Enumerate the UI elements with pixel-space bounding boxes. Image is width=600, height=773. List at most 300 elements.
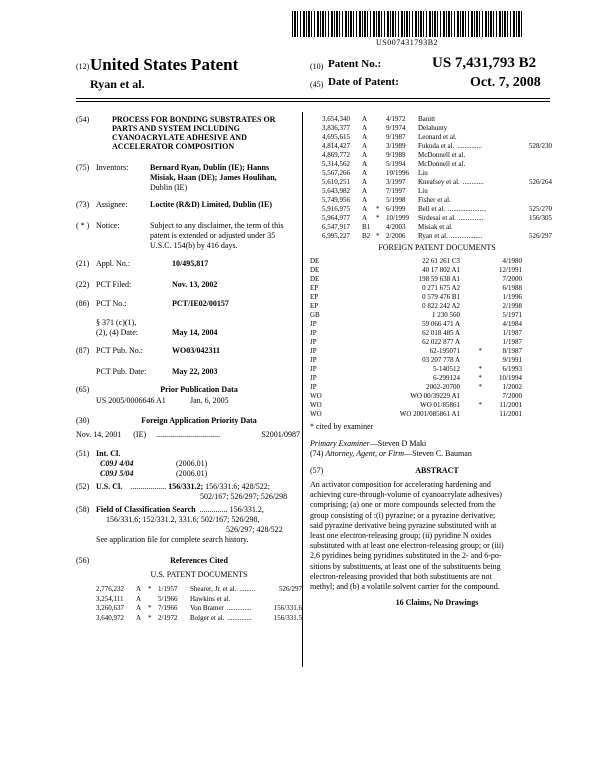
- foreign-ref-row: [310, 320, 550, 329]
- patent-no-label: Patent No.:: [328, 58, 382, 70]
- foreign-refs-table: [310, 257, 550, 419]
- reference-row: [322, 232, 552, 241]
- foreign-star: [460, 266, 482, 275]
- foreign-date: 11/2001: [499, 401, 522, 409]
- ref-number: 4,814,427: [322, 142, 350, 150]
- inventors-list: [150, 163, 300, 193]
- reference-row: [322, 142, 552, 151]
- reference-row: [322, 196, 552, 205]
- foreign-country: JP: [310, 356, 317, 364]
- ref-date: 5/1994: [386, 160, 406, 168]
- ref-kind: A: [136, 585, 142, 593]
- ref-name: Liu: [418, 169, 428, 177]
- ref-date: 5/1966: [158, 594, 178, 603]
- ref-star: [376, 133, 386, 142]
- foreign-date: 5/1971: [502, 311, 522, 319]
- ref-number: 3,654,340: [322, 115, 350, 123]
- foreign-star: [460, 392, 482, 401]
- ref-name: Hawkins et al.: [190, 594, 231, 603]
- field-search-code: (58): [76, 505, 90, 514]
- abstract-heading: ABSTRACT: [415, 466, 459, 475]
- abstract-line: An activator composition for accelerating hardening and: [310, 480, 491, 489]
- ref-date: 1/1957: [158, 585, 178, 593]
- foreign-date: 9/1991: [502, 356, 522, 364]
- foreign-ref-row: [310, 365, 550, 374]
- column-divider: [302, 112, 303, 667]
- foreign-number: 5-140512: [433, 365, 460, 373]
- ref-date: 5/1998: [386, 196, 406, 204]
- foreign-ref-row: [310, 275, 550, 284]
- foreign-country: JP: [310, 365, 317, 373]
- attorney-label: Attorney, Agent, or Firm: [325, 449, 405, 458]
- reference-row: [322, 214, 552, 223]
- ref-star: [376, 115, 386, 124]
- ref-number: 5,567,266: [322, 169, 350, 177]
- inventors-code: (75): [76, 163, 90, 172]
- ref-date: 9/1989: [386, 151, 406, 159]
- prior-pub-code: (65): [76, 385, 90, 394]
- reference-row: [96, 585, 302, 595]
- attorney: [310, 449, 472, 459]
- pct-filed-code: (22): [76, 280, 90, 289]
- foreign-date: 1/1987: [502, 338, 522, 346]
- ref-dots: [456, 223, 552, 232]
- reference-row: [322, 115, 552, 124]
- foreign-number: 62 022 877 A: [422, 338, 460, 346]
- pct-pub-no-label: PCT Pub. No.:: [96, 346, 143, 355]
- reference-row: [322, 205, 552, 214]
- ref-name: Bolger et al.: [190, 613, 225, 622]
- foreign-country: JP: [310, 383, 317, 391]
- primary-examiner-label: Primary Examiner: [310, 439, 370, 448]
- int-cl-version: (2006.01): [176, 469, 208, 478]
- foreign-country: JP: [310, 347, 317, 355]
- ref-number: 5,916,975: [322, 205, 350, 213]
- int-cl-version: (2006.01): [176, 459, 208, 468]
- date-label: Date of Patent:: [328, 76, 399, 88]
- foreign-star: [460, 293, 482, 302]
- appl-no-label: Appl. No.:: [96, 259, 130, 268]
- barcode-image: [292, 11, 522, 37]
- foreign-priority-heading: Foreign Application Priority Data: [141, 416, 257, 425]
- foreign-number: WO 00/39229 A1: [410, 392, 460, 400]
- assignee-label: Assignee:: [96, 200, 128, 209]
- inventors-label: Inventors:: [96, 163, 129, 172]
- prior-pub-date: Jan. 6, 2005: [190, 396, 229, 405]
- title-code: (54): [76, 115, 90, 124]
- patent-no-value: US 7,431,793 B2: [432, 55, 537, 71]
- ref-star: [376, 124, 386, 133]
- inventors-line: Dublin (IE): [150, 183, 188, 192]
- foreign-country: JP: [310, 338, 317, 346]
- ref-star: [376, 187, 386, 196]
- appl-no-value: 10/495,817: [172, 259, 209, 268]
- ref-class: 526/264: [529, 178, 552, 186]
- ref-kind: A: [362, 124, 368, 132]
- ref-kind: A: [362, 196, 368, 204]
- ref-number: 3,836,377: [322, 124, 350, 132]
- pct-no-code: (86): [76, 299, 90, 308]
- reference-row: [96, 604, 302, 614]
- foreign-star: *: [478, 365, 482, 373]
- ref-number: 6,547,917: [322, 223, 350, 231]
- us-cl-secondary: 156/331.6; 428/522;: [205, 482, 271, 491]
- foreign-country: DE: [310, 275, 320, 283]
- ref-number: 4,869,772: [322, 151, 350, 159]
- foreign-country: DE: [310, 266, 320, 274]
- foreign-docs-heading: FOREIGN PATENT DOCUMENTS: [378, 243, 496, 252]
- foreign-country: WO: [310, 401, 322, 409]
- foreign-priority-code: (30): [76, 416, 90, 425]
- foreign-number: 0 822 242 A2: [422, 302, 460, 310]
- reference-row: [322, 187, 552, 196]
- abstract-line: group consisting of :(i) pyrazine; or a pyrazine derivative;: [310, 510, 496, 520]
- foreign-star: [460, 302, 482, 311]
- foreign-country: EP: [310, 293, 319, 301]
- foreign-ref-row: [310, 347, 550, 356]
- title-line: PROCESS FOR BONDING SUBSTRATES OR: [112, 115, 276, 124]
- foreign-number: 198 59 638 A1: [418, 275, 460, 283]
- foreign-number: 40 17 802 A1: [422, 266, 460, 274]
- foreign-number: 1 230 560: [432, 311, 460, 319]
- ref-number: 5,314,562: [322, 160, 350, 168]
- ref-name: McDonnell et al.: [418, 151, 466, 159]
- foreign-priority-number: S2001/0987: [261, 430, 300, 439]
- ref-dots: .........: [239, 585, 256, 593]
- foreign-number: 6-299124: [433, 374, 460, 382]
- foreign-ref-row: [310, 311, 550, 320]
- foreign-ref-row: [310, 293, 550, 302]
- ref-name: Delahunty: [418, 124, 448, 132]
- ref-name: Bell et al.: [418, 205, 446, 213]
- foreign-priority-row: [76, 430, 300, 440]
- ref-star: *: [376, 232, 380, 240]
- foreign-country: GB: [310, 311, 320, 319]
- inventors-line: Bernard Ryan, Dublin (IE); Hanns: [150, 163, 270, 172]
- ref-kind: A: [362, 169, 368, 177]
- us-docs-heading: U.S. PATENT DOCUMENTS: [150, 570, 248, 579]
- foreign-date: 1/2002: [502, 383, 522, 391]
- foreign-ref-row: [310, 356, 550, 365]
- ref-name: Shearer, Jr. et al.: [190, 585, 237, 593]
- foreign-date: 11/2001: [499, 410, 522, 418]
- foreign-star: [460, 275, 482, 284]
- ref-star: *: [376, 214, 380, 222]
- foreign-priority-date: Nov. 14, 2001: [76, 430, 122, 439]
- int-cl-class: C09J 5/04: [100, 469, 134, 478]
- ref-dots: [460, 133, 552, 142]
- ref-date: 10/1996: [386, 169, 409, 177]
- inventors-line: Misiak, Haan (DE); James Houlihan,: [150, 173, 277, 182]
- ref-number: 6,995,227: [322, 232, 350, 240]
- ref-kind: B1: [362, 223, 371, 231]
- ref-kind: A: [362, 133, 368, 141]
- ref-number: 3,640,972: [96, 613, 124, 622]
- abstract-line: 2,6 pyridines being pyridines substituted in the 2- and 6-po-: [310, 551, 502, 561]
- ref-number: 3,260,637: [96, 604, 124, 612]
- ref-kind: A: [362, 178, 368, 186]
- foreign-date: 7/2000: [502, 275, 522, 283]
- ref-date: 9/1987: [386, 133, 406, 141]
- barcode-number: US007431793B2: [375, 38, 439, 47]
- ref-class: 526/297: [529, 232, 552, 240]
- foreign-country: WO: [310, 410, 322, 418]
- attorney-name: —Steven C. Bauman: [404, 449, 472, 458]
- foreign-date: 8/1987: [502, 347, 522, 355]
- ref-number: 5,643,982: [322, 187, 350, 195]
- ref-date: 10/1999: [386, 214, 409, 222]
- foreign-number: 59 066 471 A: [422, 320, 460, 328]
- foreign-star: [460, 338, 482, 347]
- foreign-star: [460, 257, 482, 266]
- ref-name: Fukuda et al.: [418, 142, 455, 150]
- header-rule-2: [76, 101, 550, 102]
- field-search-dots: ..............: [199, 505, 228, 514]
- ref-number: 5,610,251: [322, 178, 350, 186]
- ref-name: Leonard et al.: [418, 133, 457, 141]
- pct-pub-date-label: PCT Pub. Date:: [96, 367, 147, 376]
- assignee-value: Loctite (R&D) Limited, Dublin (IE): [150, 200, 272, 209]
- date-code: (45): [310, 80, 324, 89]
- ref-date: 4/1972: [386, 115, 406, 123]
- ref-star: [376, 196, 386, 205]
- ref-name: Misiak et al.: [418, 223, 453, 231]
- foreign-country: JP: [310, 320, 317, 328]
- foreign-star: [460, 329, 482, 338]
- ref-date: 3/1989: [386, 142, 406, 150]
- patent-title: [112, 115, 297, 151]
- claims-summary: 16 Claims, No Drawings: [395, 598, 479, 607]
- reference-row: [322, 151, 552, 160]
- abstract-line: substituted with at least one electron-releasing group; or (iii): [310, 541, 504, 551]
- us-cl-primary: 156/331.2;: [168, 482, 204, 491]
- ref-star: *: [148, 613, 152, 622]
- ref-star: *: [376, 205, 380, 213]
- s371-line2: (2), (4) Date:: [96, 328, 138, 337]
- prior-pub-number: US 2005/0006646 A1: [96, 396, 166, 405]
- ref-class: 156/305: [529, 214, 552, 222]
- foreign-ref-row: [310, 392, 550, 401]
- pct-pub-no-code: (87): [76, 346, 90, 355]
- foreign-number: WO 01/85861: [420, 401, 460, 409]
- reference-row: [322, 169, 552, 178]
- ref-dots: [468, 160, 552, 169]
- int-cl-class: C09J 4/04: [100, 459, 134, 468]
- foreign-star: *: [478, 401, 482, 409]
- ref-star: [376, 142, 386, 151]
- date-value: Oct. 7, 2008: [470, 75, 541, 90]
- foreign-star: *: [478, 347, 482, 355]
- foreign-ref-row: [310, 284, 550, 293]
- foreign-date: 6/1993: [502, 365, 522, 373]
- foreign-country: JP: [310, 374, 317, 382]
- foreign-ref-row: [310, 257, 550, 266]
- ref-dots: [468, 151, 552, 160]
- ref-number: 5,749,956: [322, 196, 350, 204]
- ref-name: Liu: [418, 187, 428, 195]
- ref-number: 5,964,977: [322, 214, 350, 222]
- abstract-line: least one electron-releasing group; (ii) pyridine N oxides: [310, 531, 492, 541]
- attorney-code: (74): [310, 449, 324, 458]
- abstract-line: electron-releasing provided that both substituents are not: [310, 571, 492, 581]
- foreign-date: 6/1988: [502, 284, 522, 292]
- ref-name: Von Bramer: [190, 604, 224, 612]
- field-search-line: 526/297; 428/522: [226, 525, 283, 534]
- ref-name: Ryan et al.: [418, 232, 448, 240]
- cited-by-examiner: * cited by examiner: [310, 422, 374, 431]
- ref-dots: [450, 124, 552, 133]
- ref-date: 2/1972: [158, 613, 178, 622]
- foreign-priority-dots: ................................: [156, 430, 221, 439]
- ref-date: 6/1999: [386, 205, 406, 213]
- ref-dots: ............: [462, 178, 484, 186]
- refs-code: (56): [76, 556, 90, 565]
- ref-dots: ..................: [450, 232, 483, 240]
- ref-number: 2,776,232: [96, 585, 124, 593]
- ref-dots: ......................: [448, 205, 487, 213]
- ref-star: [376, 160, 386, 169]
- foreign-country: EP: [310, 302, 319, 310]
- ref-dots: [431, 169, 552, 178]
- foreign-country: EP: [310, 284, 319, 292]
- ref-star: [148, 595, 158, 605]
- foreign-ref-row: [310, 374, 550, 383]
- foreign-ref-row: [310, 383, 550, 392]
- int-cl-label: Int. Cl.: [96, 449, 121, 458]
- notice-label: Notice:: [96, 221, 120, 230]
- foreign-date: 12/1991: [499, 266, 522, 274]
- notice-code: ( * ): [76, 221, 90, 230]
- ref-kind: A: [136, 594, 142, 603]
- foreign-ref-row: [310, 410, 550, 419]
- foreign-ref-row: [310, 338, 550, 347]
- foreign-priority-country: (IE): [133, 430, 147, 439]
- us-cl-code: (52): [76, 482, 90, 491]
- reference-row: [322, 178, 552, 187]
- foreign-number: 2002-20700: [426, 383, 460, 391]
- ref-star: [376, 178, 386, 187]
- foreign-number: 22 61 261 C3: [422, 257, 460, 265]
- pct-no-label: PCT No.:: [96, 299, 127, 308]
- s371-line1: § 371 (c)(1),: [96, 318, 137, 327]
- foreign-number: 03 207 778 A: [422, 356, 460, 364]
- ref-kind: A: [362, 160, 368, 168]
- us-cl-dots: ..................: [130, 482, 167, 491]
- title-line: CYANOACRYLATE ADHESIVE AND: [112, 133, 247, 142]
- int-cl-code: (51): [76, 449, 90, 458]
- ref-class: 525/270: [529, 205, 552, 213]
- foreign-number: 62-195071: [429, 347, 460, 355]
- notice-line: patent is extended or adjusted under 35: [150, 231, 276, 240]
- reference-row: [322, 223, 552, 232]
- ref-kind: A: [362, 214, 368, 222]
- foreign-date: 1/1996: [502, 293, 522, 301]
- foreign-star: [460, 356, 482, 365]
- us-cl-label: U.S. Cl.: [96, 482, 123, 491]
- us-refs-right: [322, 115, 552, 241]
- ref-date: 9/1974: [386, 124, 406, 132]
- primary-examiner-name: —Steven D Maki: [369, 439, 427, 448]
- ref-name: Fisher et al.: [418, 196, 451, 204]
- ref-name: Kneafsey et al.: [418, 178, 460, 186]
- foreign-ref-row: [310, 329, 550, 338]
- ref-number: 4,695,615: [322, 133, 350, 141]
- ref-name: Sirdesai et al.: [418, 214, 456, 222]
- s371-date: May 14, 2004: [172, 328, 218, 337]
- prior-pub-heading: Prior Publication Data: [160, 385, 238, 394]
- inventor-short: Ryan et al.: [90, 77, 145, 91]
- ref-dots: ..............: [226, 604, 252, 612]
- field-search-line: 156/331.6; 152/331.2, 331.6; 502/167; 526/298,: [106, 515, 260, 524]
- notice-line: U.S.C. 154(b) by 416 days.: [150, 241, 238, 250]
- ref-kind: A: [136, 604, 142, 612]
- foreign-star: [460, 311, 482, 320]
- ref-date: 7/1966: [158, 604, 178, 612]
- reference-row: [322, 124, 552, 133]
- reference-row: [96, 614, 302, 624]
- abstract-line: achieving cure-through-volume of cyanoacrylate adhesives): [310, 490, 502, 500]
- us-refs-left: [96, 585, 302, 623]
- ref-date: 3/1997: [386, 178, 406, 186]
- foreign-ref-row: [310, 266, 550, 275]
- foreign-star: *: [478, 374, 482, 382]
- ref-star: *: [148, 604, 152, 612]
- refs-heading: References Cited: [170, 556, 228, 565]
- foreign-country: WO: [310, 392, 322, 400]
- foreign-country: JP: [310, 329, 317, 337]
- field-search-row: [96, 505, 300, 515]
- foreign-country: DE: [310, 257, 320, 265]
- foreign-star: [460, 284, 482, 293]
- pct-filed-value: Nov. 13, 2002: [172, 280, 218, 289]
- foreign-ref-row: [310, 401, 550, 410]
- ref-class: 156/331.5: [273, 613, 302, 622]
- abstract-line: said pyrazine derivative being pyrazine substituted with at: [310, 520, 497, 530]
- notice-line: Subject to any disclaimer, the term of this: [150, 221, 284, 230]
- foreign-number: 0 579 476 B1: [422, 293, 460, 301]
- abstract-line: methyl; and (b) a volatile solvent carrier for the compound.: [310, 582, 500, 592]
- us-cl-row: [96, 482, 300, 492]
- kind-code: (12): [76, 62, 90, 71]
- field-search-note: See application file for complete search history.: [96, 535, 249, 544]
- pct-no-value: PCT/IE02/00157: [172, 299, 229, 308]
- ref-name: Banitt: [418, 115, 436, 123]
- ref-kind: A: [362, 187, 368, 195]
- ref-star: [376, 151, 386, 160]
- appl-no-code: (21): [76, 259, 90, 268]
- header-rule: [76, 98, 550, 99]
- doc-type-title: United States Patent: [90, 55, 239, 74]
- notice-text: [150, 221, 300, 251]
- ref-kind: B2: [362, 232, 371, 240]
- ref-kind: A: [136, 613, 142, 622]
- ref-kind: A: [362, 205, 368, 213]
- us-cl-line2: 502/167; 526/297; 526/298: [200, 492, 288, 501]
- title-line: PARTS AND SYSTEM INCLUDING: [112, 124, 240, 133]
- ref-class: 156/331.6: [273, 604, 302, 612]
- field-search-line: 156/331.2,: [229, 505, 264, 514]
- foreign-number: WO 2001/085861 A1: [399, 410, 460, 418]
- abstract-line: sitions by substituents, at least one of the substituents being: [310, 561, 501, 571]
- foreign-number: 0 271 675 A2: [422, 284, 460, 292]
- foreign-ref-row: [310, 302, 550, 311]
- ref-kind: A: [362, 115, 368, 123]
- ref-star: *: [148, 585, 152, 593]
- foreign-star: *: [478, 383, 482, 391]
- ref-class: 526/297: [279, 585, 302, 593]
- title-line: ACCELERATOR COMPOSITION: [112, 142, 235, 151]
- pct-filed-label: PCT Filed:: [96, 280, 132, 289]
